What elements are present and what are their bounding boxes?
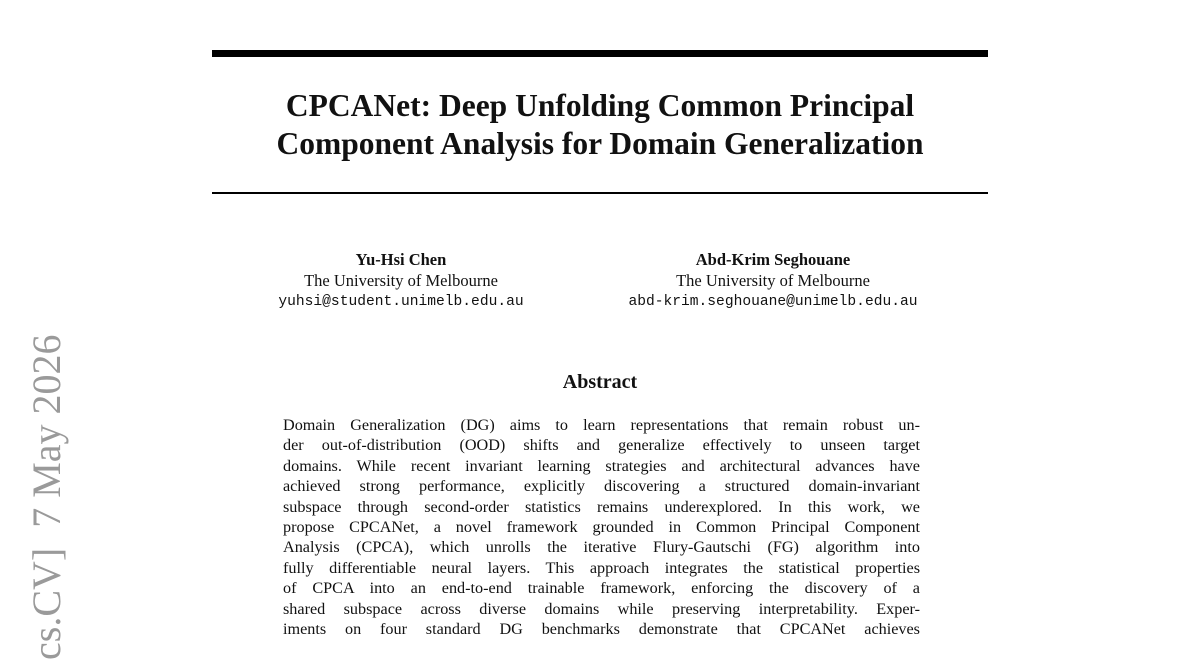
abstract-line: iments on four standard DG benchmarks demonstrate that CPCANet achieves [283,620,920,639]
abstract-line: of CPCA into an end-to-end trainable framework, enforcing the discovery of a [283,579,920,598]
abstract-body [283,415,920,639]
author-affiliation: The University of Melbourne [304,271,498,290]
title-line-1: CPCANet: Deep Unfolding Common Principal [285,88,915,123]
author-block-1 [251,249,551,314]
author-email: yuhsi@student.unimelb.edu.au [278,294,524,310]
arxiv-id-stamp: cs.CV] 7 May 2026 [24,334,69,660]
author-email: abd-krim.seghouane@unimelb.edu.au [628,294,918,310]
abstract-line: achieved strong performance, explicitly discovering a structured domain-invariant [283,477,920,496]
author-name: Yu-Hsi Chen [355,250,447,269]
abstract-line: Domain Generalization (DG) aims to learn representations that remain robust un- [283,416,920,434]
abstract-heading: Abstract [562,371,638,393]
top-rule [212,50,988,57]
abstract-line: domains. While recent invariant learning strategies and architectural advances have [283,456,920,475]
abstract-line: subspace through second-order statistics remains underexplored. In this work, we [283,497,920,516]
abstract-line: fully differentiable neural layers. This approach integrates the statistical properties [283,558,920,577]
author-block-2 [597,249,949,314]
abstract-line: propose CPCANet, a novel framework grounded in Common Principal Component [283,518,920,537]
abstract-line: der out-of-distribution (OOD) shifts and generalize effectively to unseen target [283,436,920,455]
title-bottom-rule [212,192,988,194]
author-name: Abd-Krim Seghouane [695,250,851,269]
title-line-2: Component Analysis for Domain Generalization [276,126,924,161]
abstract-line: Analysis (CPCA), which unrolls the iterative Flury-Gautschi (FG) algorithm into [283,538,920,557]
paper-title [212,87,988,163]
abstract-line: shared subspace across diverse domains while preserving interpretability. Exper- [283,599,920,618]
author-affiliation: The University of Melbourne [676,271,870,290]
